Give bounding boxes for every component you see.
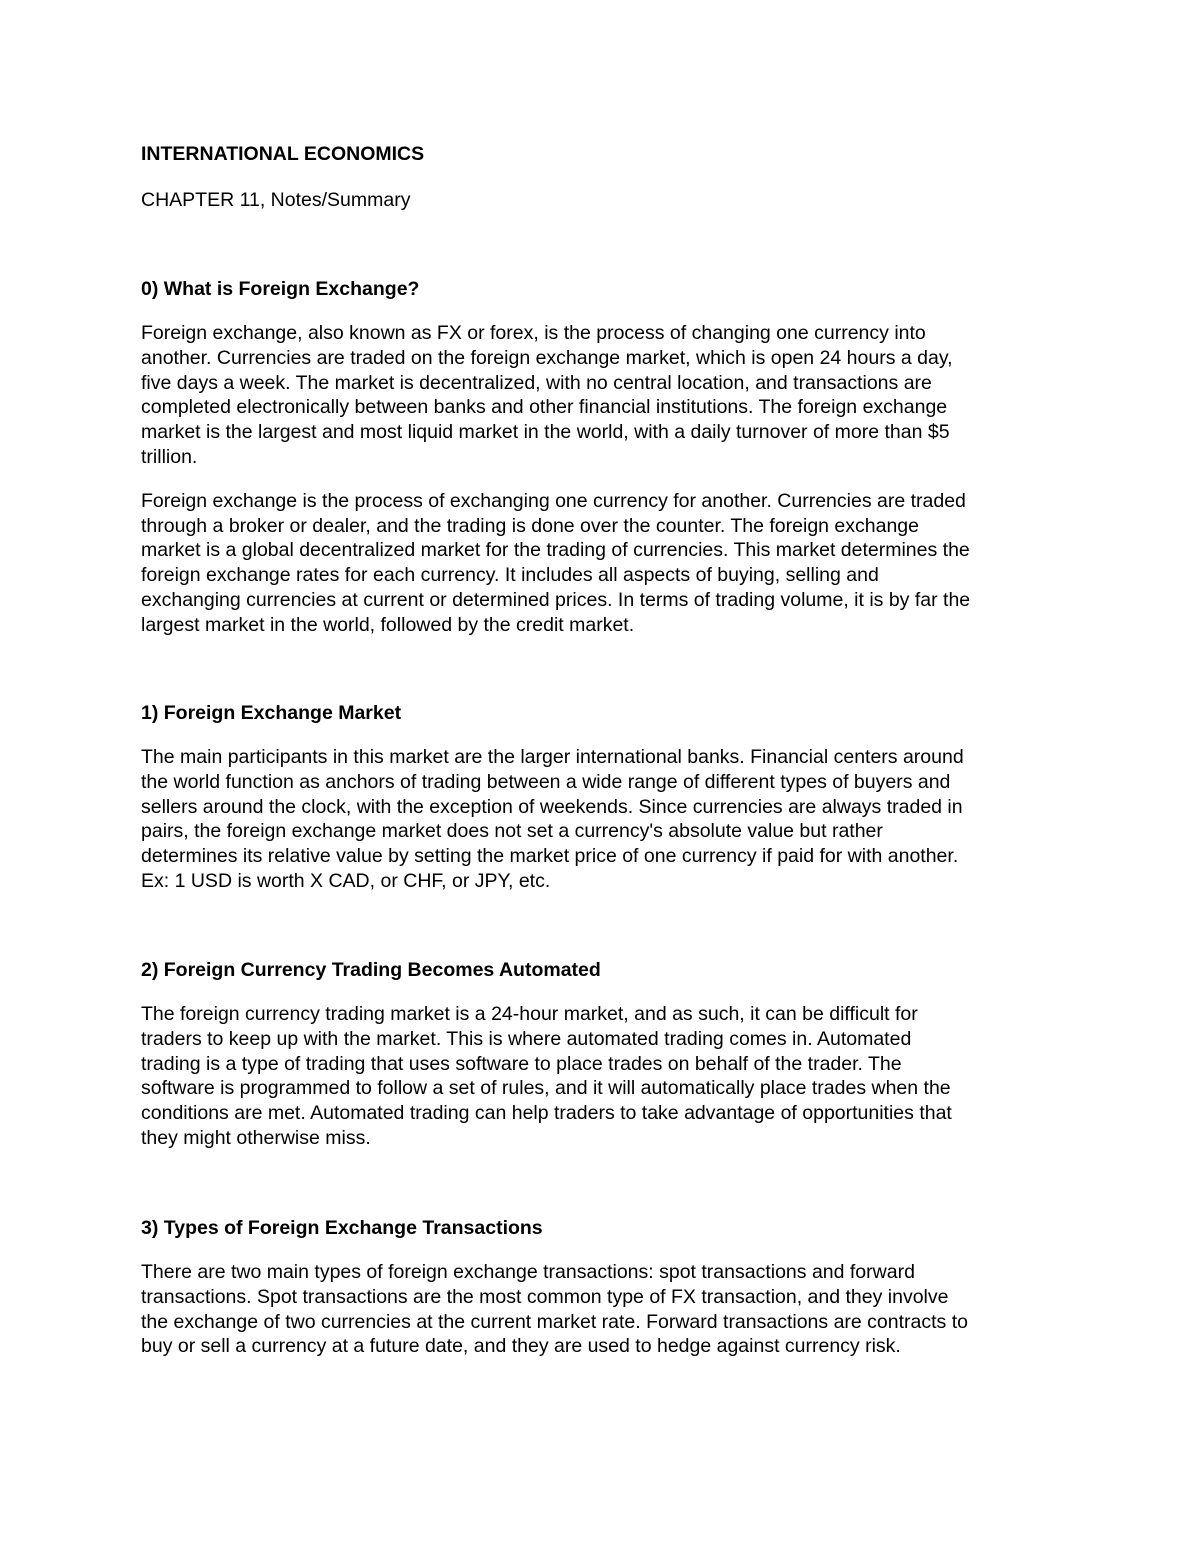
- paragraph-line: conditions are met. Automated trading can help traders to take advantage of opportunities that: [141, 1102, 952, 1125]
- paragraph-line: software is programmed to follow a set of rules, and it will automatically place trades when the: [141, 1077, 951, 1100]
- paragraph-line: largest market in the world, followed by the credit market.: [141, 613, 635, 636]
- paragraph: [141, 1260, 1066, 1359]
- paragraph-line: The foreign currency trading market is a 24-hour market, and as such, it can be difficult for: [141, 1003, 918, 1025]
- section-heading: 1) Foreign Exchange Market: [141, 702, 402, 724]
- paragraph-line: sellers around the clock, with the exception of weekends. Since currencies are always traded in: [141, 795, 963, 818]
- paragraph-line: There are two main types of foreign exchange transactions: spot transactions and forward: [141, 1261, 915, 1283]
- paragraph-line: Foreign exchange is the process of exchanging one currency for another. Currencies are traded: [141, 489, 966, 512]
- section-types-of-fx-transactions: [141, 1216, 1066, 1359]
- paragraph: [141, 489, 1066, 638]
- paragraph-line: trillion.: [141, 445, 198, 468]
- paragraph-line: Ex: 1 USD is worth X CAD, or CHF, or JPY, etc.: [141, 869, 551, 892]
- paragraph-line: the world function as anchors of trading between a wide range of different types of buyers and: [141, 770, 951, 793]
- section-what-is-foreign-exchange: [141, 277, 1066, 638]
- section-heading: 0) What is Foreign Exchange?: [141, 278, 420, 300]
- paragraph-line: The main participants in this market are the larger international banks. Financial centers around: [141, 746, 964, 768]
- paragraph-line: completed electronically between banks and other financial institutions. The foreign exchange: [141, 396, 948, 419]
- paragraph-line: they might otherwise miss.: [141, 1126, 371, 1149]
- document-title: INTERNATIONAL ECONOMICS: [141, 143, 425, 165]
- paragraph-line: through a broker or dealer, and the trading is done over the counter. The foreign exchange: [141, 514, 920, 537]
- paragraph-line: pairs, the foreign exchange market does not set a currency's absolute value but rather: [141, 820, 883, 843]
- document-subtitle: CHAPTER 11, Notes/Summary: [141, 189, 411, 211]
- section-heading: 2) Foreign Currency Trading Becomes Automated: [141, 959, 601, 981]
- paragraph-line: buy or sell a currency at a future date, and they are used to hedge against currency risk.: [141, 1335, 901, 1358]
- section-foreign-currency-trading-automated: [141, 958, 1066, 1151]
- paragraph-line: exchanging currencies at current or determined prices. In terms of trading volume, it is by far the: [141, 588, 971, 611]
- section-foreign-exchange-market: [141, 701, 1066, 894]
- paragraph: [141, 1002, 1066, 1151]
- paragraph-line: foreign exchange rates for each currency. It includes all aspects of buying, selling and: [141, 564, 879, 587]
- paragraph-line: Foreign exchange, also known as FX or forex, is the process of changing one currency into: [141, 322, 926, 344]
- section-heading: 3) Types of Foreign Exchange Transactions: [141, 1217, 543, 1239]
- paragraph-line: traders to keep up with the market. This is where automated trading comes in. Automated: [141, 1027, 912, 1050]
- paragraph-line: market is a global decentralized market for the trading of currencies. This market determines the: [141, 539, 970, 562]
- paragraph-line: market is the largest and most liquid market in the world, with a daily turnover of more than $5: [141, 421, 950, 444]
- paragraph-line: determines its relative value by setting the market price of one currency if paid for with another.: [141, 845, 959, 868]
- paragraph-line: another. Currencies are traded on the foreign exchange market, which is open 24 hours a day,: [141, 346, 953, 369]
- paragraph-line: trading is a type of trading that uses software to place trades on behalf of the trader. The: [141, 1052, 902, 1075]
- paragraph: [141, 745, 1066, 894]
- paragraph: [141, 321, 1066, 470]
- paragraph-line: transactions. Spot transactions are the most common type of FX transaction, and they involve: [141, 1285, 949, 1308]
- paragraph-line: five days a week. The market is decentralized, with no central location, and transactions are: [141, 371, 932, 394]
- paragraph-line: the exchange of two currencies at the current market rate. Forward transactions are contracts to: [141, 1310, 968, 1333]
